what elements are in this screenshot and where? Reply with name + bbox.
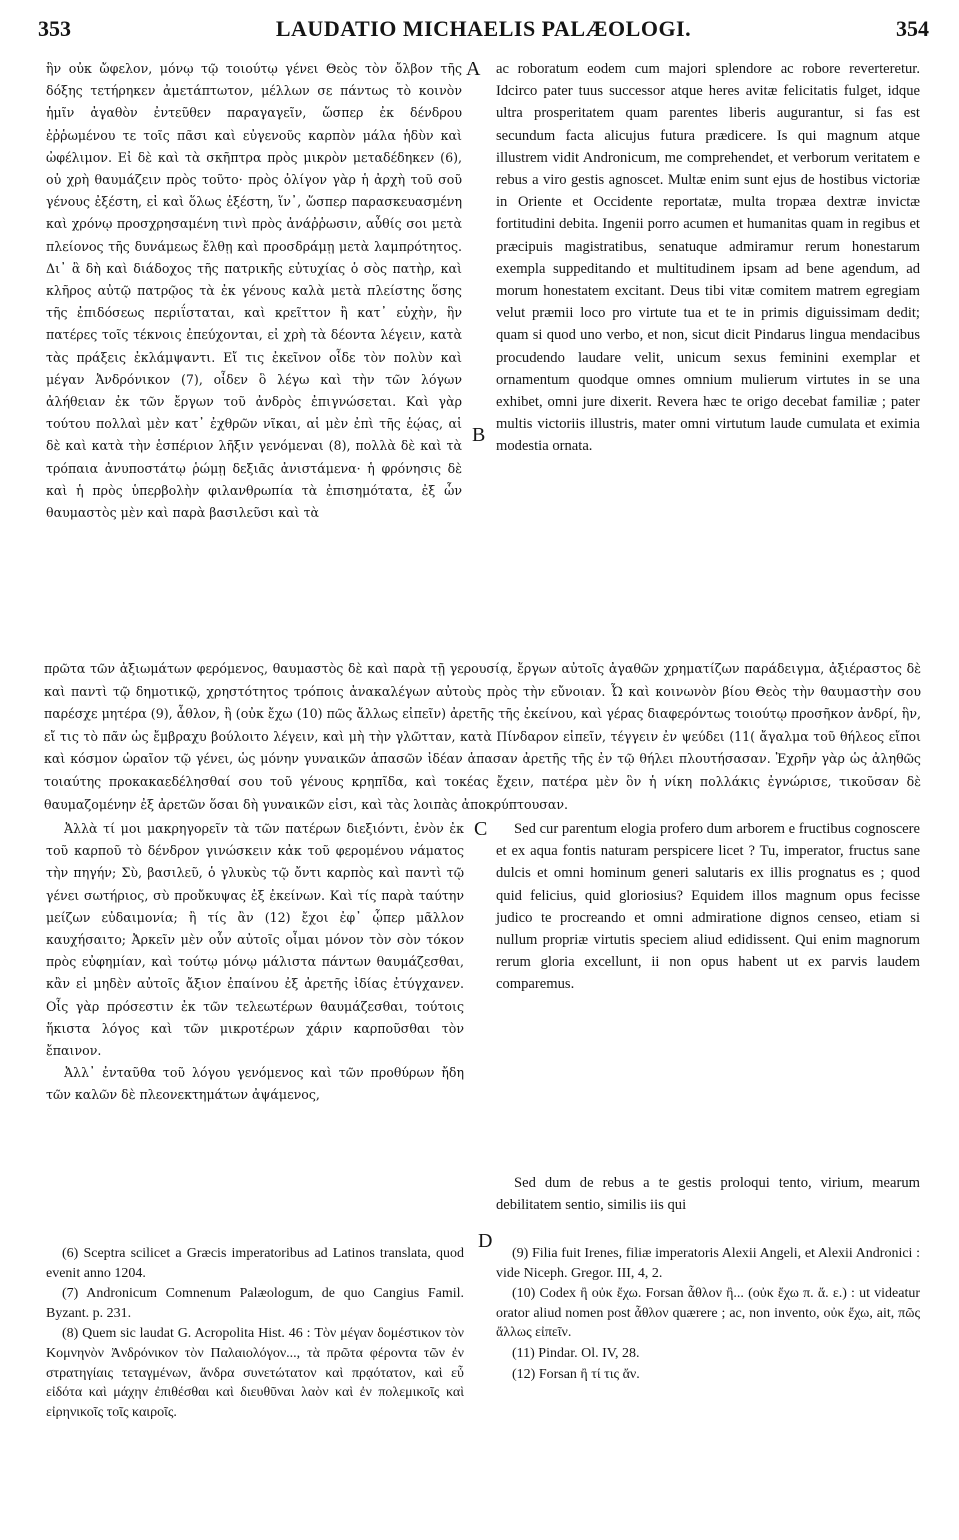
running-title: LAUDATIO MICHAELIS PALÆOLOGI. xyxy=(275,16,692,41)
margin-marker-a: A xyxy=(466,58,481,80)
page-number-right: 354 xyxy=(896,16,929,41)
greek-text-1: ἣν οὐκ ὤφελον, μόνῳ τῷ τοιούτῳ γένει Θεὸς τὸν ὄλβον τῆς δόξης τετήρηκεν ἀμετάπτωτον, μέλλων σε πάντως τὸ κοινὸν ἡμῖν ἀγαθὸν ἐντεῦθεν παραγαγεῖν, ὥσπερ ἐκ δένδρου ἐῤῥωμένου τε τοῖς πᾶσι καὶ εὐγενοῦς καρπὸν μάλα ἡδὺν καὶ ὠφέλιμον. Εἰ δὲ καὶ τὰ σκῆπτρα πρὸς μικρὸν μεταδέδηκεν (6), οὐ χρὴ θαυμάζειν πρὸς τοῦτο· πρὸς ὀλίγον γὰρ ἡ ἀρχὴ τοῦ σοῦ γένους ἐξέστη, εἰ καὶ ὅλως ἐξέστη, ἵν᾽, ὥσπερ παρασκευασμένη καὶ χρόνῳ προσχρησαμένη τινὶ πρὸς ἀνάῤῥωσιν, αὖθίς σοι μετὰ πλείονος τῆς δυνάμεως ἔλθῃ καὶ προσδράμῃ μετὰ λαμπρότητος. Δι᾽ ἃ δὴ καὶ διάδοχος τῆς πατρικῆς εὐτυχίας ὁ σὸς πατὴρ, καὶ κλῆρος αὐτῷ πατρῷος τὰ ἐκ γένους καλὰ μετὰ πλείστης ὅσης τῆς ἐπιδόσεως περιΐσταται, καὶ κρεῖττον ἢ κατ᾽ εὐχὴν, ἣν πατέρες τοῖς τέκνοις ἐπεύχονται, εἰ χρὴ τὰ δέοντα λέγειν, κατὰ τὰς πράξεις ἐκλάμψαντι. Εἴ τις ἐκεῖνον οἶδε τὸν πολὺν καὶ μέγαν Ἀνδρόνικον (7), οἶδεν ὃ λέγω καὶ τὴν τῶν λόγων ἀλήθειαν ἐκ τῶν ἔργων τοῦ ἀνδρὸς ἐπιγνώσεται. Καὶ γὰρ τούτου πολλαὶ μὲν κατ᾽ ἐχθρῶν νῖκαι, αἱ μὲν ἐπὶ τῆς ἑῴας, αἱ δὲ καὶ κατὰ τὴν ἑσπέριον λῆξιν γενόμεναι (8), πολλὰ δὲ καὶ τὰ τρόπαια ἀνυποστάτῳ ῥώμῃ δεξιᾶς ἀνιστάμενα· ἡ φρόνησις δὲ καὶ ἡ πρὸς ὑπερβολὴν φιλανθρωπία τὰ ἐπισημότατα, ἐξ ὧν θαυμαστὸς μὲν καὶ παρὰ βασιλεῦσι καὶ τὰ xyxy=(46,61,462,521)
footnote-12: (12) Forsan ἢ τί τις ἄν. xyxy=(512,1366,640,1382)
footnote-6: (6) Sceptra scilicet a Græcis imperatoribus ad Latinos translata, quod evenit anno 1204. xyxy=(46,1246,464,1281)
footnote-8: (8) Quem sic laudat G. Acropolita Hist. 46 : Τὸν μέγαν δομέστικον τὸν Κομνηνὸν Ἀνδρόνικον τὸν Παλαιολόγον..., τὰ πρῶτα φέροντα τῶν ἐν στρατηγίαις τεταγμένων, ἄνδρα συνετώτατον καὶ πρᾳότατον, καὶ εὖ εἰδότα καὶ μάχην ἐπιθέσθαι καὶ διευθῦναι λαὸν καὶ ἐν πολεμικοῖς καὶ εἰρηνικοῖς τοῖς καιροῖς. xyxy=(46,1326,464,1420)
latin-column-1 xyxy=(496,58,920,658)
greek-column-2 xyxy=(46,818,464,1228)
greek-text-3: Ἀλλ᾽ ἐνταῦθα τοῦ λόγου γενόμενος καὶ τῶν προθύρων ἤδη τῶν καλῶν δὲ πλεονεκτημάτων ἀψάμενος, xyxy=(46,1065,464,1103)
latin-text-2: Sed cur parentum elogia profero dum arborem e fructibus cognoscere et ex aqua fontis naturam perspicere licet ? Tu, imperator, fructus sane dulcis et omni hominum generi salutaris ex illis prognatus es ; quod quid felicius, quid gloriosius? Equidem illos magnum opus fecisse judico te procreando et omni admiratione dignos censeo, etiam si nullum propriæ virtutis speciem aliud edidissent. Qui enim magnorum rerum gloria excellunt, ii non opus habent ut ex parvis laudem comparemus. xyxy=(496,821,920,993)
running-header xyxy=(38,16,929,50)
footnotes-right xyxy=(496,1244,920,1514)
footnotes-left xyxy=(46,1244,464,1514)
greek-text-2: Ἀλλὰ τί μοι μακρηγορεῖν τὰ τῶν πατέρων διεξιόντι, ἐνὸν ἐκ τοῦ καρποῦ τὸ δένδρον γινώσκειν κἀκ τοῦ φερομένου νάματος τὴν πηγήν; Σὺ, βασιλεῦ, ὁ γλυκὺς τῷ ὄντι καρπὸς καὶ παντὶ τῷ γένει σωτήριος, σὺ προὔκυψας ἐξ ἐκείνων. Καὶ τίς παρὰ ταύτην μείζων εὐδαιμονία; ἢ τίς ἂν (12) ἔχοι ἐφ᾽ ᾧπερ μᾶλλον καυχήσαιτο; Ἀρκεῖν μὲν οὖν αὐτοῖς οἶμαι μόνον τὸν σὸν τόκον πρὸς εὐφημίαν, καὶ τούτῳ μόνῳ μάλιστα πάντων θαυμάζεσθαι, κἂν εἰ μηδὲν αὐτοῖς ἄξιον ἐπαίνου ἐξ ἀρετῆς ἰδίας ἐτύγχανεν. Οἷς γὰρ πρόσεστιν ἐκ τῶν τελεωτέρων θαυμάζεσθαι, τούτοις ἥκιστα λόγος καὶ τῶν μικροτέρων χάριν καρποῦσθαι τὸν ἔπαινον. xyxy=(46,821,464,1059)
footnote-11: (11) Pindar. Ol. IV, 28. xyxy=(512,1345,640,1361)
footnote-7: (7) Andronicum Comnenum Palæologum, de quo Cangius Famil. Byzant. p. 231. xyxy=(46,1286,464,1321)
latin-text-3: Sed dum de rebus a te gestis proloqui tento, virium, mearum debilitatem sentio, similis iis qui xyxy=(496,1175,920,1214)
footnote-9: (9) Filia fuit Irenes, filiæ imperatoris Alexii Angeli, et Alexii Andronici : vide Niceph. Gregor. III, 4, 2. xyxy=(496,1246,920,1281)
margin-marker-b: B xyxy=(472,424,486,446)
latin-text-1: ac roboratum eodem cum majori splendore ac robore reverteretur. Idcirco pater tuus successor atque heres avitæ felicitatis fulget, idque ultra prosperitatem quam parentes liberis augurantur, si fas est secundum facta alicujus futura prædicere. Is qui magnum atque illustrem vidit Andronicum, me comprehendet, et verborum veritatem e rebus a viro gestis agnoscet. Multæ enim sunt ejus de hostibus victoriæ in Oriente et Occidente reportatæ, multa tropæa dextræ invictæ fortitudini debita. Ingenii porro acumen et humanitas quam in regibus et præcipuis magistratibus, senatuque admiramur rerum honestarum exempla suppeditando et multitudinem ipsam ad bene agendum, ad morum honestatem excitant. Deus tibi vitæ comitem matrem egregiam velut præmii loco pro virtute tua et te in primis diguissimam dedit; quam si quod uno verbo, et non, sicut dicit Pindarus lingua mendacibus procudendo laudare velit, unicum sexus feminini exemplar et ornamentum quodque omnes omnium mulierum virtutes in se una exhibet, omni jure dixerit. Revera hæc te origo decebat familiæ ; pater multis victoriis illustris, mater omni virtutum laude cumulata et eximia modestia ornata. xyxy=(496,61,920,455)
greek-fullwidth-text: πρῶτα τῶν ἀξιωμάτων φερόμενος, θαυμαστὸς δὲ καὶ παρὰ τῇ γερουσίᾳ, ἔργων αὐτοῖς ἀγαθῶν χρηματίζων παράδειγμα, ἀξιέραστος δὲ καὶ παντὶ τῷ δημοτικῷ, χρηστότητος τρόποις ἀνακαλέγων αὐτοὺς πρὸς τὴν εὔνοιαν. Ὦ καὶ κοινωνὸν βίου Θεὸς τὴν θαυμαστὴν σου παρέσχε μητέρα (9), ἆθλον, ἢ (οὐκ ἔχω (10) πῶς ἄλλως εἰπεῖν) ἀρετῆς τῆς ἐκείνου, καὶ γέρας διαφερόντως τοιούτῳ προσῆκον ἀνδρί, ἣν, εἴ τις τὸ πᾶν ὡς ἔμβραχυ βούλοιτο λέγειν, καὶ μὴ τὴν γλῶτταν, κατὰ Πίνδαρον εἰπεῖν, τέγγειν ἐν ψεύδει (11( ἄγαλμα τοῦ θήλεος εἴποι καὶ κόσμον ὡραῖον τῷ γένει, ὡς μόνην γυναικῶν ἁπασῶν ἰδέαν ἁπασαν ἀρετῆς τῆς ἐν τῷ θήλει πλουτήσασαν. Ἐχρῆν γὰρ ὡς ἀληθῶς τοιαύτης προκακαεδέλησθαί σου τοῦ γένους κρηπῖδα, καὶ τοκέας ἔχειν, πατέρα μὲν ὃν ἡ νίκη πολλάκις ἐγνώρισε, τικοῦσαν δὲ θαυμαζομένην ἐξ ἀρετῶν ὅσαι δὴ γυναικῶν εἰσι, καὶ τὰς λοιπὰς ἀποκρύπτουσαν. xyxy=(44,661,921,812)
margin-marker-c: C xyxy=(474,818,488,840)
latin-column-2 xyxy=(496,818,920,1068)
margin-marker-d: D xyxy=(478,1230,493,1252)
latin-column-3 xyxy=(496,1172,920,1228)
footnote-10: (10) Codex ἢ οὐκ ἔχω. Forsan ἆθλον ἢ... (οὐκ ἔχω π. ἄ. ε.) : ut videatur orator aliud nomen post ἆθλον quærere ; ac, non invento, οὐκ ἔχω, ait, πῶς ἄλλως εἰπεῖν. xyxy=(496,1286,920,1341)
greek-fullwidth-paragraph xyxy=(44,658,921,812)
page-number-left: 353 xyxy=(38,16,71,41)
greek-column-1 xyxy=(46,58,462,658)
